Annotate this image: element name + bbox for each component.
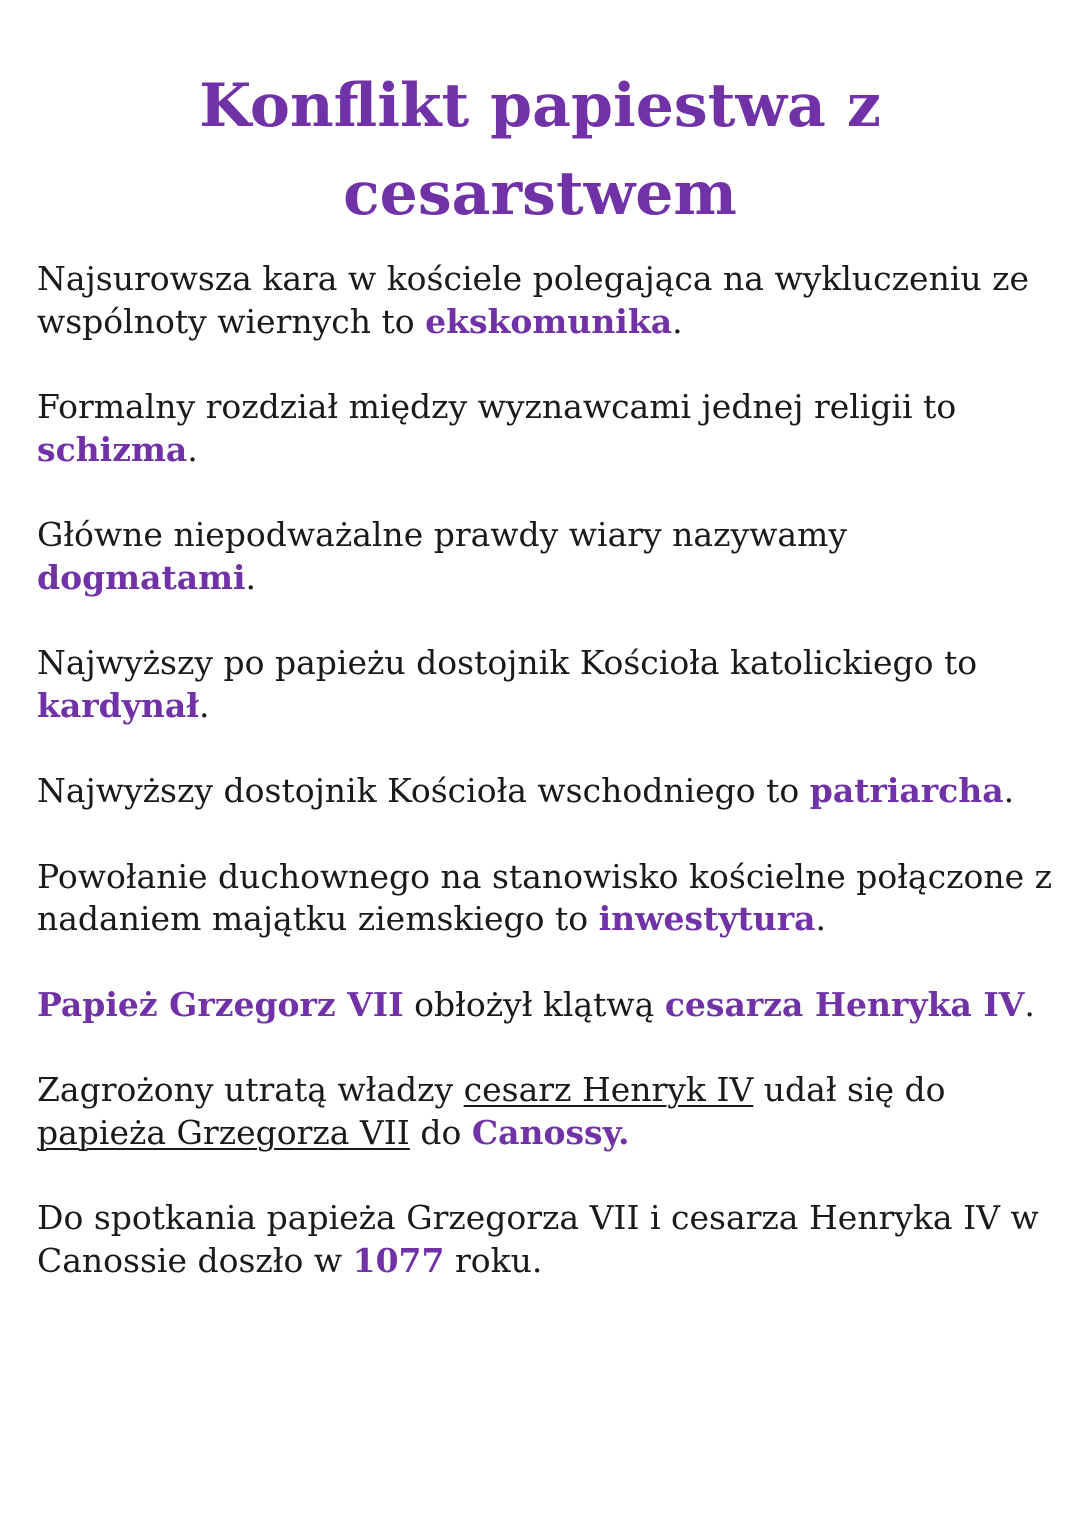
- definition-kardynal: [37, 642, 1057, 727]
- definition-text: Formalny rozdział między wyznawcami jednej religii to: [37, 387, 957, 426]
- definition-text: Główne niepodważalne prawdy wiary nazywamy: [37, 515, 847, 554]
- fact-text: do: [409, 1112, 472, 1152]
- fact-end: .: [1024, 984, 1035, 1024]
- definition-end: .: [187, 429, 198, 469]
- term-highlight: ekskomunika: [425, 301, 673, 341]
- definition-inwestytura: [37, 856, 1057, 941]
- title-line-1: Konflikt papiestwa z: [199, 71, 881, 141]
- definitions-list: [37, 258, 1057, 1325]
- fact-end: roku.: [444, 1240, 543, 1280]
- fact-canossa: [37, 1069, 1057, 1154]
- definition-dogmaty: [37, 514, 1057, 599]
- fact-text: udał się do: [753, 1070, 946, 1109]
- definition-end: .: [245, 557, 257, 597]
- term-highlight: patriarcha: [809, 771, 1004, 810]
- underlined-text: cesarz Henryk IV: [463, 1070, 754, 1109]
- definition-patriarcha: [37, 770, 1057, 813]
- fact-klatwa: [37, 984, 1057, 1027]
- title-line-2: cesarstwem: [343, 159, 737, 229]
- term-highlight: kardynał: [37, 685, 199, 725]
- underlined-text: papieża Grzegorza VII: [37, 1112, 410, 1152]
- definition-end: .: [198, 685, 210, 725]
- term-highlight: dogmatami: [37, 557, 246, 597]
- definition-ekskomunika: [37, 258, 1057, 343]
- definition-schizma: [37, 386, 1057, 471]
- term-highlight: inwestytura: [598, 899, 816, 938]
- definition-text: Powołanie duchownego na stanowisko kościelne połączone z nadaniem majątku ziemskiego to: [37, 856, 1052, 938]
- term-highlight: cesarza Henryka IV: [664, 984, 1025, 1024]
- definition-text: Najwyższy po papieżu dostojnik Kościoła katolickiego to: [37, 643, 978, 682]
- term-highlight: Canossy.: [471, 1112, 630, 1152]
- definition-text: Najwyższy dostojnik Kościoła wschodniego to: [37, 771, 810, 810]
- term-highlight: schizma: [37, 429, 188, 469]
- definition-end: .: [1003, 771, 1015, 810]
- year-highlight: 1077: [352, 1240, 445, 1280]
- fact-text: obłożył klątwą: [403, 984, 665, 1024]
- term-highlight: Papież Grzegorz VII: [37, 984, 404, 1024]
- fact-text: Zagrożony utratą władzy: [37, 1070, 464, 1109]
- definition-text: Najsurowsza kara w kościele polegająca na wykluczeniu ze wspólnoty wiernych to: [37, 259, 1030, 341]
- fact-date: [37, 1197, 1057, 1282]
- definition-end: .: [672, 301, 683, 341]
- definition-end: .: [815, 899, 827, 938]
- fact-text: Do spotkania papieża Grzegorza VII i cesarza Henryka IV w Canossie doszło w: [37, 1198, 1039, 1280]
- page-title: [0, 62, 1080, 238]
